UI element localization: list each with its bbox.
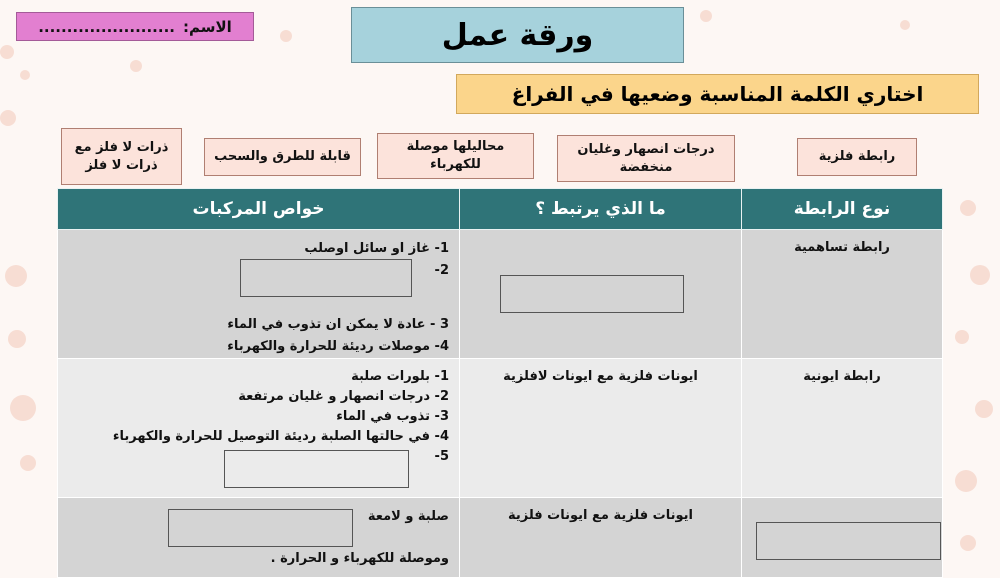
header-properties: خواص المركبات bbox=[58, 189, 460, 230]
properties-table bbox=[57, 188, 943, 578]
decor-dot bbox=[8, 330, 26, 348]
decor-dot bbox=[20, 70, 30, 80]
decor-dot bbox=[970, 265, 990, 285]
links-label: ايونات فلزية مع ايونات فلزية bbox=[507, 508, 693, 523]
links-cell bbox=[460, 498, 742, 578]
decor-dot bbox=[5, 265, 27, 287]
prop-line: 2- درجات انصهار و غليان مرتفعة bbox=[238, 389, 449, 404]
header-what-links: ما الذي يرتبط ؟ bbox=[460, 189, 742, 230]
decor-dot bbox=[955, 330, 969, 344]
prop-line: 1- بلورات صلبة bbox=[351, 369, 449, 384]
bond-cell bbox=[742, 230, 943, 359]
student-name-field bbox=[16, 12, 254, 41]
prop-line: 3- تذوب في الماء bbox=[336, 409, 449, 424]
decor-dot bbox=[700, 10, 712, 22]
props-cell bbox=[58, 230, 460, 359]
decor-dot bbox=[10, 395, 36, 421]
decor-dot bbox=[960, 535, 976, 551]
bond-label: رابطة ايونية bbox=[803, 369, 881, 384]
word-malleable-ductile[interactable]: قابلة للطرق والسحب bbox=[204, 138, 361, 176]
table-row bbox=[58, 498, 943, 578]
bond-label: رابطة تساهمية bbox=[794, 240, 890, 255]
table-row bbox=[58, 359, 943, 498]
prop-line: صلبة و لامعة bbox=[367, 509, 449, 524]
decor-dot bbox=[955, 470, 977, 492]
decor-dot bbox=[20, 455, 36, 471]
word-solutions-conductive[interactable]: محاليلها موصلة للكهرباء bbox=[377, 133, 534, 179]
word-low-melting-boiling[interactable]: درجات انصهار وغليان منخفضة bbox=[557, 135, 735, 182]
prop-line: 3 - عادة لا يمكن ان تذوب في الماء bbox=[227, 317, 449, 332]
name-label: الاسم: bbox=[182, 17, 232, 36]
drop-zone[interactable] bbox=[168, 509, 353, 547]
name-dots: ........................ bbox=[38, 17, 175, 36]
links-label: ايونات فلزية مع ايونات لافلزية bbox=[503, 369, 698, 384]
drop-zone[interactable] bbox=[500, 275, 684, 313]
drop-zone[interactable] bbox=[756, 522, 941, 560]
table-row bbox=[58, 230, 943, 359]
prop-line: 2- bbox=[434, 263, 449, 278]
header-bond-type: نوع الرابطة bbox=[742, 189, 943, 230]
links-cell bbox=[460, 359, 742, 498]
page-title: ورقة عمل bbox=[351, 7, 684, 63]
prop-line: 4- موصلات رديئة للحرارة والكهرباء bbox=[227, 339, 449, 354]
decor-dot bbox=[0, 45, 14, 59]
decor-dot bbox=[960, 200, 976, 216]
bond-cell bbox=[742, 359, 943, 498]
prop-line: 4- في حالتها الصلبة رديئة التوصيل للحرارة والكهرباء bbox=[112, 429, 449, 444]
word-nonmetal-nonmetal[interactable]: ذرات لا فلز مع ذرات لا فلز bbox=[61, 128, 182, 185]
word-metallic-bond[interactable]: رابطة فلزية bbox=[797, 138, 917, 176]
decor-dot bbox=[900, 20, 910, 30]
drop-zone[interactable] bbox=[224, 450, 409, 488]
props-cell bbox=[58, 498, 460, 578]
bond-cell bbox=[742, 498, 943, 578]
decor-dot bbox=[130, 60, 142, 72]
table-header-row bbox=[58, 189, 943, 230]
decor-dot bbox=[975, 400, 993, 418]
links-cell bbox=[460, 230, 742, 359]
decor-dot bbox=[280, 30, 292, 42]
prop-line: وموصلة للكهرباء و الحرارة . bbox=[270, 551, 449, 566]
instruction-banner: اختاري الكلمة المناسبة وضعيها في الفراغ bbox=[456, 74, 979, 114]
decor-dot bbox=[0, 110, 16, 126]
props-cell bbox=[58, 359, 460, 498]
prop-line: 1- غاز او سائل اوصلب bbox=[304, 241, 449, 256]
prop-line: 5- bbox=[434, 449, 449, 464]
drop-zone[interactable] bbox=[240, 259, 412, 297]
